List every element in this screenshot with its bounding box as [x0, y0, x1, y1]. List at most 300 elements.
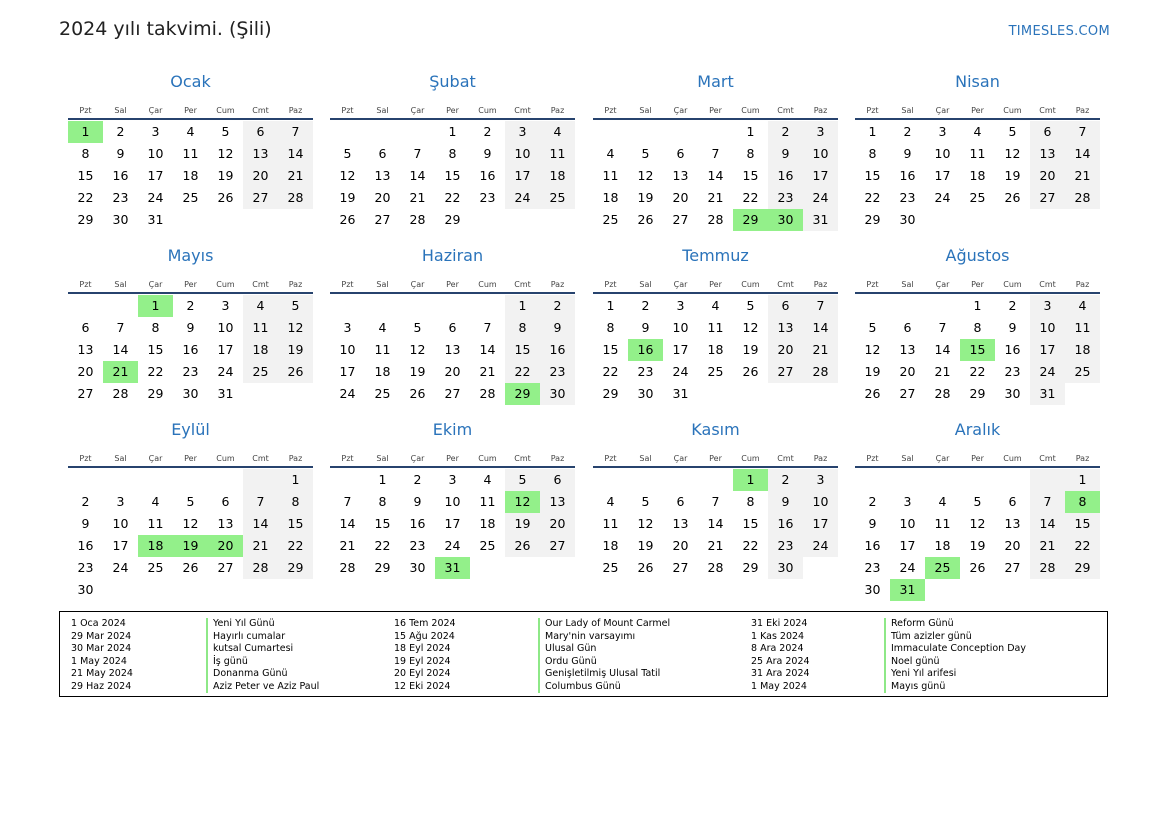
day-cell: 2: [540, 295, 575, 317]
day-cell: 10: [934, 146, 951, 161]
holiday-date: 1 May 2024: [751, 680, 807, 692]
weekday-label: Pzt: [79, 106, 92, 115]
day-cell: 13: [374, 168, 391, 183]
weekday-label: Çar: [410, 280, 425, 289]
weekday-label: Cmt: [777, 106, 794, 115]
day-cell: 30: [409, 560, 426, 575]
weekday-label: Pzt: [604, 280, 617, 289]
day-cell: 24: [803, 187, 838, 209]
day-cell: 24: [147, 190, 164, 205]
weekday-label: Cum: [1003, 280, 1022, 289]
day-cell: 2: [413, 472, 422, 487]
day-cell: 20: [243, 165, 278, 187]
day-cell: 28: [112, 386, 129, 401]
holiday-date: 31 Ara 2024: [751, 668, 810, 679]
day-cell: 26: [217, 190, 234, 205]
month-4: [855, 73, 1100, 231]
day-cell: 12: [409, 342, 426, 357]
empty-cell: [995, 579, 1030, 601]
holiday-date: 15 Ağu 2024: [394, 630, 455, 642]
day-cell: 24: [505, 187, 540, 209]
day-cell: 27: [672, 560, 689, 575]
weekday-label: Çar: [410, 454, 425, 463]
empty-cell: [330, 295, 365, 317]
day-cell: 28: [1065, 187, 1100, 209]
weekday-label: Çar: [935, 280, 950, 289]
day-cell: 27: [1030, 187, 1065, 209]
day-cell: 4: [243, 295, 278, 317]
day-cell: 27: [899, 386, 916, 401]
day-cell: 17: [803, 165, 838, 187]
month-3: [593, 73, 838, 231]
holiday-list: [59, 611, 1108, 697]
holiday-name: Noel günü: [884, 656, 1026, 669]
month-name: Mayıs: [167, 246, 214, 265]
holiday-name: Ulusal Gün: [538, 643, 670, 656]
day-cell: 16: [628, 339, 663, 361]
empty-cell: [540, 557, 575, 579]
weekday-header: [330, 270, 575, 294]
holiday-dates-column: [751, 618, 810, 693]
weekday-label: Sal: [639, 280, 652, 289]
day-cell: 25: [602, 560, 619, 575]
empty-cell: [505, 209, 540, 231]
day-cell: 11: [1065, 317, 1100, 339]
empty-cell: [768, 383, 803, 405]
day-cell: 12: [637, 516, 654, 531]
day-cell: 15: [278, 513, 313, 535]
day-cell: 3: [903, 494, 912, 509]
day-cell: 15: [147, 342, 164, 357]
weekday-label: Cmt: [1039, 454, 1056, 463]
day-cell: 3: [938, 124, 947, 139]
day-cell: 10: [444, 494, 461, 509]
empty-cell: [925, 579, 960, 601]
day-cell: 27: [672, 212, 689, 227]
day-cell: 11: [540, 143, 575, 165]
day-cell: 26: [742, 364, 759, 379]
day-grid: [593, 469, 838, 579]
weekday-label: Çar: [673, 454, 688, 463]
day-cell: 5: [868, 320, 877, 335]
weekday-label: Paz: [550, 106, 565, 115]
day-cell: 23: [409, 538, 426, 553]
day-cell: 13: [243, 143, 278, 165]
day-cell: 25: [243, 361, 278, 383]
day-cell: 26: [339, 212, 356, 227]
weekday-label: Cmt: [514, 106, 531, 115]
weekday-label: Çar: [935, 106, 950, 115]
day-cell: 22: [742, 190, 759, 205]
day-cell: 5: [413, 320, 422, 335]
holiday-name: Aziz Peter ve Aziz Paul: [206, 681, 319, 694]
empty-cell: [855, 295, 890, 317]
day-cell: 2: [903, 124, 912, 139]
day-cell: 23: [182, 364, 199, 379]
day-cell: 18: [540, 165, 575, 187]
day-cell: 3: [116, 494, 125, 509]
day-cell: 7: [1030, 491, 1065, 513]
day-cell: 26: [278, 361, 313, 383]
holiday-date: 1 Kas 2024: [751, 630, 805, 642]
day-cell: 19: [278, 339, 313, 361]
day-cell: 13: [1004, 516, 1021, 531]
empty-cell: [890, 295, 925, 317]
day-cell: 12: [217, 146, 234, 161]
empty-cell: [1030, 209, 1065, 231]
day-cell: 30: [768, 209, 803, 231]
day-cell: 26: [637, 212, 654, 227]
day-cell: 29: [742, 560, 759, 575]
month-name: Nisan: [955, 72, 1000, 91]
holiday-name: Tüm azizler günü: [884, 631, 1026, 644]
weekday-label: Paz: [550, 454, 565, 463]
day-cell: 8: [505, 317, 540, 339]
day-grid: [855, 469, 1100, 601]
weekday-label: Çar: [148, 280, 163, 289]
day-cell: 20: [540, 513, 575, 535]
day-cell: 12: [1004, 146, 1021, 161]
day-cell: 18: [374, 364, 391, 379]
day-cell: 8: [448, 146, 457, 161]
day-cell: 18: [707, 342, 724, 357]
day-cell: 25: [707, 364, 724, 379]
day-cell: 12: [505, 491, 540, 513]
weekday-label: Per: [446, 106, 459, 115]
day-cell: 31: [1030, 383, 1065, 405]
month-7: [593, 247, 838, 405]
holiday-names-column: [206, 618, 319, 693]
day-cell: 25: [479, 538, 496, 553]
day-cell: 27: [540, 535, 575, 557]
day-cell: 5: [278, 295, 313, 317]
day-cell: 7: [938, 320, 947, 335]
month-name: Eylül: [171, 420, 210, 439]
holiday-date: 30 Mar 2024: [71, 643, 132, 654]
weekday-header: [593, 270, 838, 294]
weekday-header: [330, 444, 575, 468]
day-cell: 25: [1065, 361, 1100, 383]
holiday-date: 29 Haz 2024: [71, 680, 132, 692]
day-cell: 30: [1004, 386, 1021, 401]
day-cell: 1: [973, 298, 982, 313]
page-title: 2024 yılı takvimi. (Şili): [59, 18, 272, 40]
day-grid: [593, 121, 838, 231]
holiday-name: Donanma Günü: [206, 668, 319, 681]
day-cell: 30: [112, 212, 129, 227]
day-cell: 1: [733, 469, 768, 491]
empty-cell: [470, 557, 505, 579]
weekday-label: Paz: [1075, 454, 1090, 463]
day-cell: 12: [182, 516, 199, 531]
day-cell: 14: [243, 513, 278, 535]
day-cell: 15: [77, 168, 94, 183]
weekday-label: Cum: [216, 106, 235, 115]
day-cell: 10: [217, 320, 234, 335]
weekday-label: Cmt: [514, 454, 531, 463]
day-cell: 24: [803, 535, 838, 557]
day-cell: 16: [479, 168, 496, 183]
day-cell: 25: [969, 190, 986, 205]
day-cell: 15: [374, 516, 391, 531]
weekday-label: Sal: [114, 280, 127, 289]
day-cell: 7: [711, 494, 720, 509]
day-grid: [593, 295, 838, 405]
day-cell: 2: [116, 124, 125, 139]
day-cell: 28: [278, 187, 313, 209]
day-cell: 27: [768, 361, 803, 383]
day-cell: 27: [217, 560, 234, 575]
day-cell: 5: [641, 494, 650, 509]
day-cell: 22: [374, 538, 391, 553]
day-cell: 22: [864, 190, 881, 205]
day-cell: 14: [278, 143, 313, 165]
day-cell: 7: [278, 121, 313, 143]
weekday-label: Cmt: [252, 280, 269, 289]
day-cell: 21: [479, 364, 496, 379]
day-cell: 5: [641, 146, 650, 161]
empty-cell: [733, 383, 768, 405]
day-cell: 24: [934, 190, 951, 205]
empty-cell: [698, 383, 733, 405]
empty-cell: [890, 469, 925, 491]
day-cell: 2: [868, 494, 877, 509]
day-cell: 9: [186, 320, 195, 335]
weekday-label: Pzt: [604, 454, 617, 463]
day-cell: 1: [378, 472, 387, 487]
day-cell: 4: [483, 472, 492, 487]
day-cell: 3: [448, 472, 457, 487]
weekday-label: Çar: [935, 454, 950, 463]
day-cell: 10: [899, 516, 916, 531]
day-cell: 22: [444, 190, 461, 205]
weekday-label: Sal: [901, 454, 914, 463]
day-cell: 3: [803, 121, 838, 143]
day-cell: 26: [969, 560, 986, 575]
day-cell: 18: [138, 535, 173, 557]
day-cell: 13: [444, 342, 461, 357]
day-cell: 14: [409, 168, 426, 183]
day-cell: 15: [864, 168, 881, 183]
day-cell: 7: [343, 494, 352, 509]
day-cell: 24: [899, 560, 916, 575]
day-cell: 12: [742, 320, 759, 335]
day-cell: 18: [602, 190, 619, 205]
day-cell: 8: [868, 146, 877, 161]
empty-cell: [243, 579, 278, 601]
weekday-label: Cmt: [1039, 106, 1056, 115]
weekday-label: Pzt: [341, 280, 354, 289]
day-cell: 19: [217, 168, 234, 183]
day-cell: 14: [1065, 143, 1100, 165]
day-grid: [68, 121, 313, 231]
day-cell: 25: [147, 560, 164, 575]
day-cell: 9: [903, 146, 912, 161]
empty-cell: [68, 469, 103, 491]
empty-cell: [470, 209, 505, 231]
holiday-name: Ordu Günü: [538, 656, 670, 669]
day-cell: 31: [803, 209, 838, 231]
holiday-name: İş günü: [206, 656, 319, 669]
day-cell: 8: [746, 494, 755, 509]
empty-cell: [138, 469, 173, 491]
day-cell: 17: [505, 165, 540, 187]
day-cell: 1: [746, 124, 755, 139]
holiday-date: 18 Eyl 2024: [394, 643, 451, 654]
weekday-label: Cmt: [777, 454, 794, 463]
day-cell: 28: [243, 557, 278, 579]
empty-cell: [803, 557, 838, 579]
month-6: [330, 247, 575, 405]
month-10: [330, 421, 575, 579]
day-cell: 16: [768, 513, 803, 535]
day-cell: 1: [448, 124, 457, 139]
holiday-name: Mary'nin varsayımı: [538, 631, 670, 644]
day-cell: 4: [973, 124, 982, 139]
day-cell: 20: [444, 364, 461, 379]
day-cell: 5: [973, 494, 982, 509]
day-cell: 27: [374, 212, 391, 227]
day-grid: [855, 121, 1100, 231]
day-cell: 16: [864, 538, 881, 553]
day-cell: 25: [182, 190, 199, 205]
day-cell: 9: [768, 143, 803, 165]
day-cell: 8: [606, 320, 615, 335]
weekday-header: [68, 270, 313, 294]
day-cell: 16: [112, 168, 129, 183]
weekday-label: Per: [709, 454, 722, 463]
day-cell: 12: [864, 342, 881, 357]
day-cell: 8: [1065, 491, 1100, 513]
weekday-header: [68, 444, 313, 468]
day-cell: 7: [1065, 121, 1100, 143]
empty-cell: [243, 469, 278, 491]
day-cell: 3: [151, 124, 160, 139]
empty-cell: [173, 469, 208, 491]
day-cell: 21: [707, 190, 724, 205]
day-cell: 17: [339, 364, 356, 379]
day-cell: 9: [1008, 320, 1017, 335]
day-cell: 29: [444, 212, 461, 227]
day-cell: 19: [505, 513, 540, 535]
day-cell: 25: [602, 212, 619, 227]
day-cell: 13: [217, 516, 234, 531]
weekday-header: [855, 270, 1100, 294]
empty-cell: [365, 295, 400, 317]
day-cell: 4: [151, 494, 160, 509]
day-cell: 24: [339, 386, 356, 401]
day-cell: 22: [505, 361, 540, 383]
weekday-label: Pzt: [79, 454, 92, 463]
day-cell: 31: [672, 386, 689, 401]
day-cell: 11: [243, 317, 278, 339]
day-cell: 29: [278, 557, 313, 579]
month-name: Ocak: [170, 72, 211, 91]
day-cell: 6: [1008, 494, 1017, 509]
weekday-label: Çar: [148, 454, 163, 463]
empty-cell: [1030, 579, 1065, 601]
day-cell: 19: [969, 538, 986, 553]
empty-cell: [278, 383, 313, 405]
day-cell: 23: [637, 364, 654, 379]
day-cell: 21: [707, 538, 724, 553]
day-cell: 29: [147, 386, 164, 401]
weekday-label: Pzt: [79, 280, 92, 289]
day-cell: 1: [68, 121, 103, 143]
day-cell: 17: [1030, 339, 1065, 361]
holiday-name: Columbus Günü: [538, 681, 670, 694]
day-cell: 21: [409, 190, 426, 205]
day-cell: 10: [112, 516, 129, 531]
holiday-dates-column: [394, 618, 456, 693]
day-cell: 28: [934, 386, 951, 401]
weekday-label: Paz: [1075, 280, 1090, 289]
holiday-name: Our Lady of Mount Carmel: [538, 618, 670, 631]
day-cell: 11: [182, 146, 199, 161]
day-cell: 30: [768, 557, 803, 579]
empty-cell: [208, 209, 243, 231]
day-cell: 13: [672, 516, 689, 531]
day-cell: 26: [1004, 190, 1021, 205]
day-cell: 25: [374, 386, 391, 401]
day-cell: 13: [77, 342, 94, 357]
day-cell: 14: [803, 317, 838, 339]
weekday-label: Pzt: [866, 106, 879, 115]
day-cell: 17: [147, 168, 164, 183]
empty-cell: [593, 121, 628, 143]
day-cell: 3: [343, 320, 352, 335]
empty-cell: [855, 469, 890, 491]
weekday-label: Çar: [673, 280, 688, 289]
weekday-label: Paz: [813, 106, 828, 115]
day-cell: 21: [934, 364, 951, 379]
empty-cell: [330, 121, 365, 143]
holiday-date: 25 Ara 2024: [751, 655, 810, 667]
day-cell: 8: [378, 494, 387, 509]
weekday-label: Paz: [550, 280, 565, 289]
day-cell: 4: [378, 320, 387, 335]
day-cell: 6: [243, 121, 278, 143]
brand-link[interactable]: TIMESLES.COM: [1008, 24, 1110, 39]
day-cell: 4: [711, 298, 720, 313]
day-cell: 26: [637, 560, 654, 575]
day-cell: 20: [672, 190, 689, 205]
holiday-date: 21 May 2024: [71, 668, 133, 679]
day-cell: 31: [217, 386, 234, 401]
day-cell: 21: [1065, 165, 1100, 187]
day-cell: 6: [448, 320, 457, 335]
day-cell: 10: [803, 143, 838, 165]
day-cell: 4: [186, 124, 195, 139]
empty-cell: [663, 121, 698, 143]
day-cell: 15: [960, 339, 995, 361]
day-cell: 19: [173, 535, 208, 557]
day-cell: 7: [711, 146, 720, 161]
day-cell: 10: [505, 143, 540, 165]
day-cell: 7: [243, 491, 278, 513]
day-cell: 28: [1030, 557, 1065, 579]
weekday-label: Cum: [741, 280, 760, 289]
day-cell: 25: [925, 557, 960, 579]
day-cell: 23: [864, 560, 881, 575]
day-cell: 13: [540, 491, 575, 513]
day-cell: 28: [707, 560, 724, 575]
day-cell: 22: [602, 364, 619, 379]
weekday-label: Cum: [478, 454, 497, 463]
empty-cell: [103, 295, 138, 317]
day-cell: 12: [339, 168, 356, 183]
empty-cell: [925, 469, 960, 491]
